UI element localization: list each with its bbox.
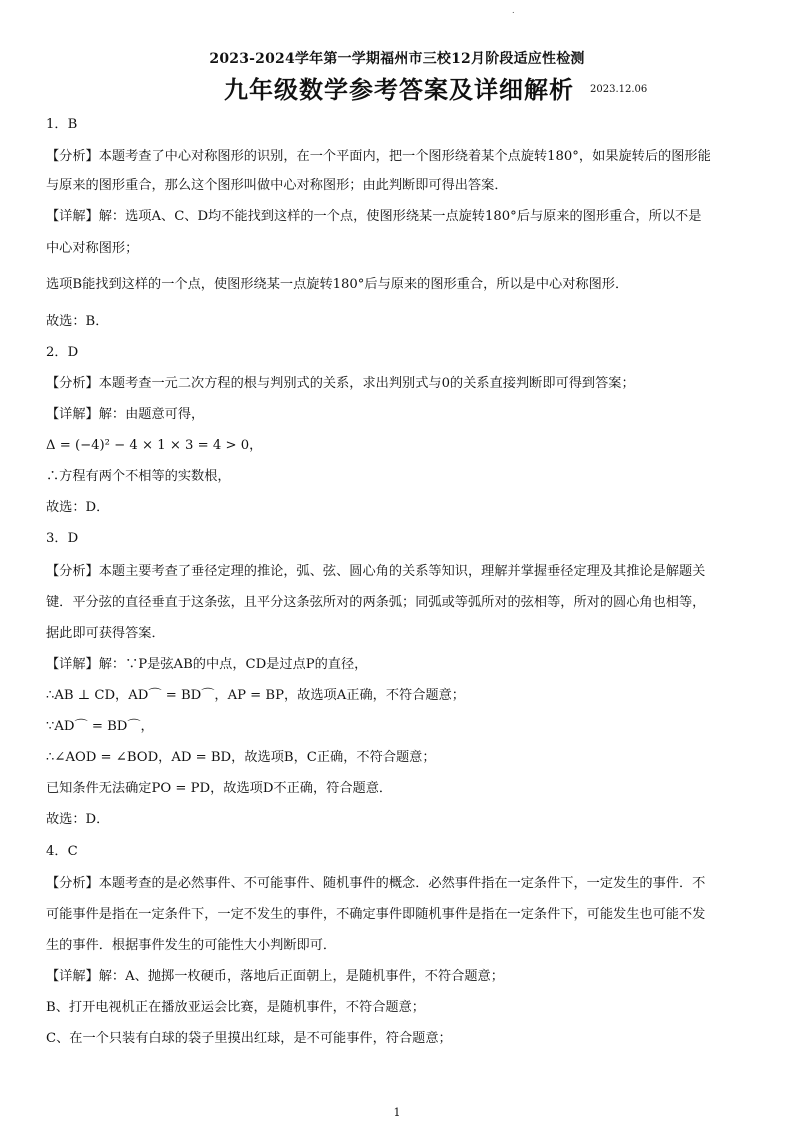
answer-heading-1: 1．B [46,117,78,132]
detail-line: 【详解】解：由题意可得， [46,407,205,422]
choice-line: 故选：D． [46,500,110,515]
answer-heading-3: 3．D [46,531,79,546]
exam-subtitle: 2023-2024学年第一学期福州市三校12月阶段适应性检测 [209,51,585,67]
top-mark: . [512,6,515,15]
analysis-line: 【分析】本题考查的是必然事件、不可能事件、随机事件的概念．必然事件指在一定条件下，一定发生的事件．不 [46,876,706,891]
analysis-line: 【分析】本题考查一元二次方程的根与判别式的关系，求出判别式与0的关系直接判断即可得到答案； [46,376,635,391]
analysis-line: 据此即可获得答案． [46,626,165,641]
detail-line: 选项B能找到这样的一个点，使图形绕某一点旋转180°后与原来的图形重合，所以是中心对称图形． [46,277,629,292]
detail-line: ∴AB ⊥ CD，AD⌒ = BD⌒，AP = BP，故选项A正确，不符合题意； [46,688,465,703]
answer-heading-4: 4．C [46,844,78,859]
detail-line: 【详解】解：选项A、C、D均不能找到这样的一个点，使图形绕某一点旋转180°后与原来的图形重合，所以不是 [46,209,702,224]
detail-line: C、在一个只装有白球的袋子里摸出红球，是不可能事件，符合题意； [46,1031,452,1046]
analysis-line: 键．平分弦的直径垂直于这条弦，且平分这条弦所对的两条弧；同弧或等弧所对的弦相等，所对的圆心角也相等， [46,595,706,610]
detail-line: ∵AD⌒ = BD⌒， [46,719,154,734]
detail-line: ∴方程有两个不相等的实数根， [46,469,231,484]
formula-line: Δ = (−4)² − 4 × 1 × 3 = 4 > 0， [46,438,263,453]
detail-line: 已知条件无法确定PO = PD，故选项D不正确，符合题意． [46,781,393,796]
choice-line: 故选：B． [46,314,109,329]
answer-heading-2: 2．D [46,345,79,360]
page-title: 九年级数学参考答案及详细解析 [224,75,574,104]
detail-line: 【详解】解：∵P是弦AB的中点，CD是过点P的直径， [46,657,368,672]
detail-line: 中心对称图形； [46,241,139,256]
analysis-line: 生的事件．根据事件发生的可能性大小判断即可． [46,938,337,953]
analysis-line: 【分析】本题主要考查了垂径定理的推论，弧、弦、圆心角的关系等知识，理解并掌握垂径定理及其推论是解题关 [46,564,706,579]
choice-line: 故选：D． [46,812,110,827]
analysis-line: 可能事件是指在一定条件下，一定不发生的事件，不确定事件即随机事件是指在一定条件下，可能发生也可能不发 [46,907,706,922]
date-label: 2023.12.06 [590,84,648,95]
analysis-line: 与原来的图形重合，那么这个图形叫做中心对称图形；由此判断即可得出答案． [46,178,508,193]
page-number: 1 [393,1106,401,1119]
detail-line: 【详解】解：A、抛掷一枚硬币，落地后正面朝上，是随机事件，不符合题意； [46,969,504,984]
detail-line: ∴∠AOD = ∠BOD，AD = BD，故选项B，C正确，不符合题意； [46,750,436,765]
analysis-line: 【分析】本题考查了中心对称图形的识别，在一个平面内，把一个图形绕着某个点旋转180°，如果旋转后的图形能 [46,149,711,164]
detail-line: B、打开电视机正在播放亚运会比赛，是随机事件，不符合题意； [46,1000,425,1015]
